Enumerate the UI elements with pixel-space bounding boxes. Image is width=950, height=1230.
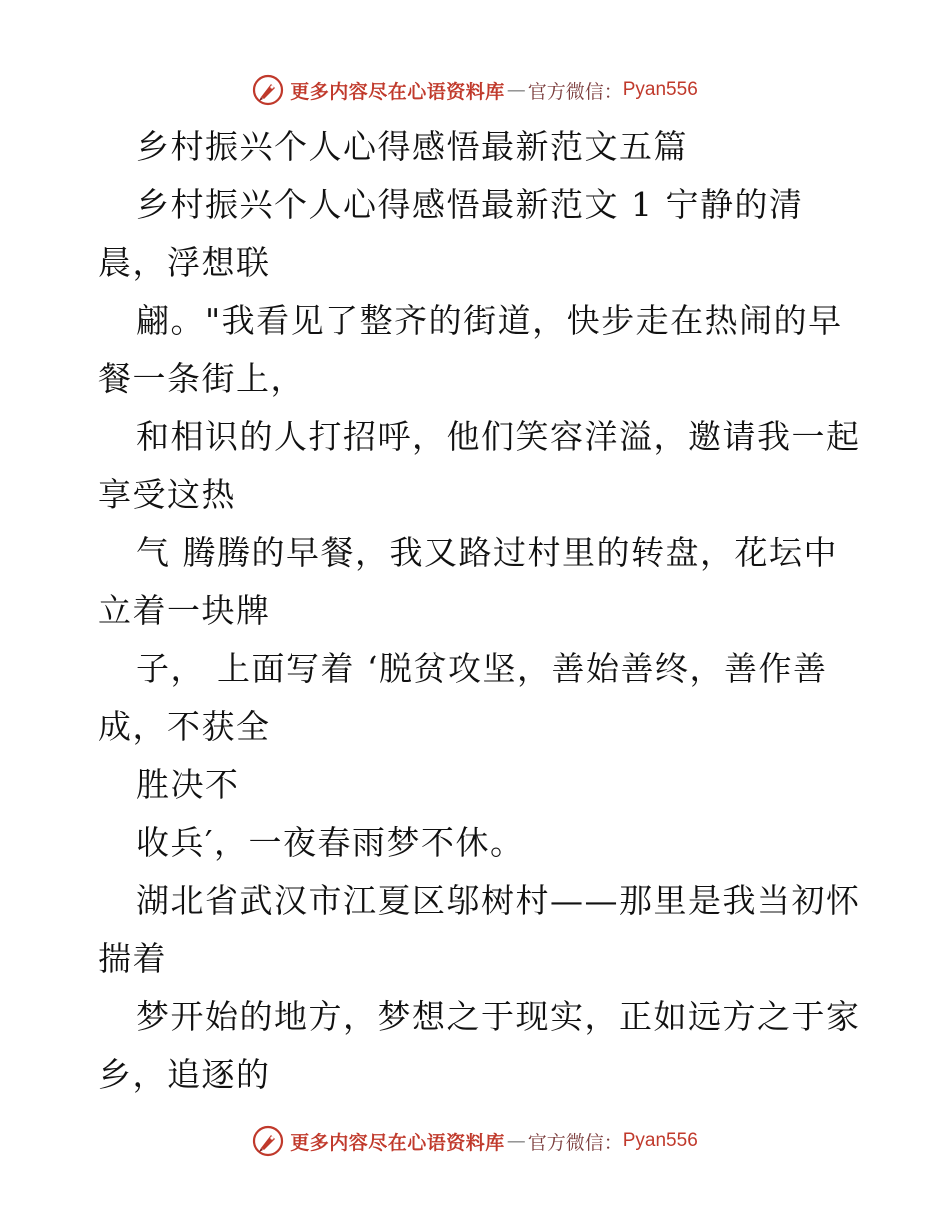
document-title-line: 乡村振兴个人心得感悟最新范文五篇 bbox=[136, 127, 688, 166]
paragraph-line: 享受这热 bbox=[98, 475, 236, 514]
banner-wechat-id: Pyan556 bbox=[622, 1130, 698, 1151]
paragraph-line: 揣着 bbox=[98, 939, 167, 978]
paragraph-line: 梦开始的地方，梦想之于现实，正如远方之于家 bbox=[136, 997, 861, 1036]
paragraph-line: 成，不获全 bbox=[98, 707, 271, 746]
paragraph-line: 餐一条街上， bbox=[98, 359, 305, 398]
banner-site-text: 更多内容尽在心语资料库 bbox=[290, 1131, 505, 1154]
paragraph-line: 子， 上面写着 ‘脱贫攻坚，善始善终，善作善 bbox=[136, 649, 828, 688]
paragraph-line: 收兵′，一夜春雨梦不休。 bbox=[136, 823, 525, 862]
paragraph-line: 翩。"我看见了整齐的街道，快步走在热闹的早 bbox=[136, 301, 843, 340]
banner-wechat-label: 官方微信： bbox=[527, 1131, 623, 1154]
paragraph-line: 立着一块牌 bbox=[98, 591, 271, 630]
document-body bbox=[98, 118, 861, 1104]
paragraph-line: 乡村振兴个人心得感悟最新范文 1 宁静的清 bbox=[136, 185, 804, 224]
banner-wechat-label: 官方微信： bbox=[527, 80, 623, 103]
paragraph-line: 和相识的人打招呼，他们笑容洋溢，邀请我一起 bbox=[136, 417, 861, 456]
banner-dash: — bbox=[506, 1130, 526, 1152]
banner-wechat-id: Pyan556 bbox=[622, 79, 698, 100]
paragraph-line: 晨，浮想联 bbox=[98, 243, 271, 282]
paragraph-line: 气 腾腾的早餐，我又路过村里的转盘，花坛中 bbox=[136, 533, 838, 572]
paragraph-line: 胜决不 bbox=[136, 765, 240, 804]
banner-site-text: 更多内容尽在心语资料库 bbox=[290, 80, 505, 103]
banner-dash: — bbox=[506, 79, 526, 101]
footer-banner[interactable] bbox=[0, 1121, 950, 1161]
header-banner[interactable] bbox=[0, 70, 950, 110]
paragraph-line: 乡，追逐的 bbox=[98, 1055, 271, 1094]
pen-nib-logo-icon bbox=[252, 1125, 284, 1157]
pen-nib-logo-icon bbox=[252, 74, 284, 106]
paragraph-line: 湖北省武汉市江夏区邬树村——那里是我当初怀 bbox=[136, 881, 861, 920]
